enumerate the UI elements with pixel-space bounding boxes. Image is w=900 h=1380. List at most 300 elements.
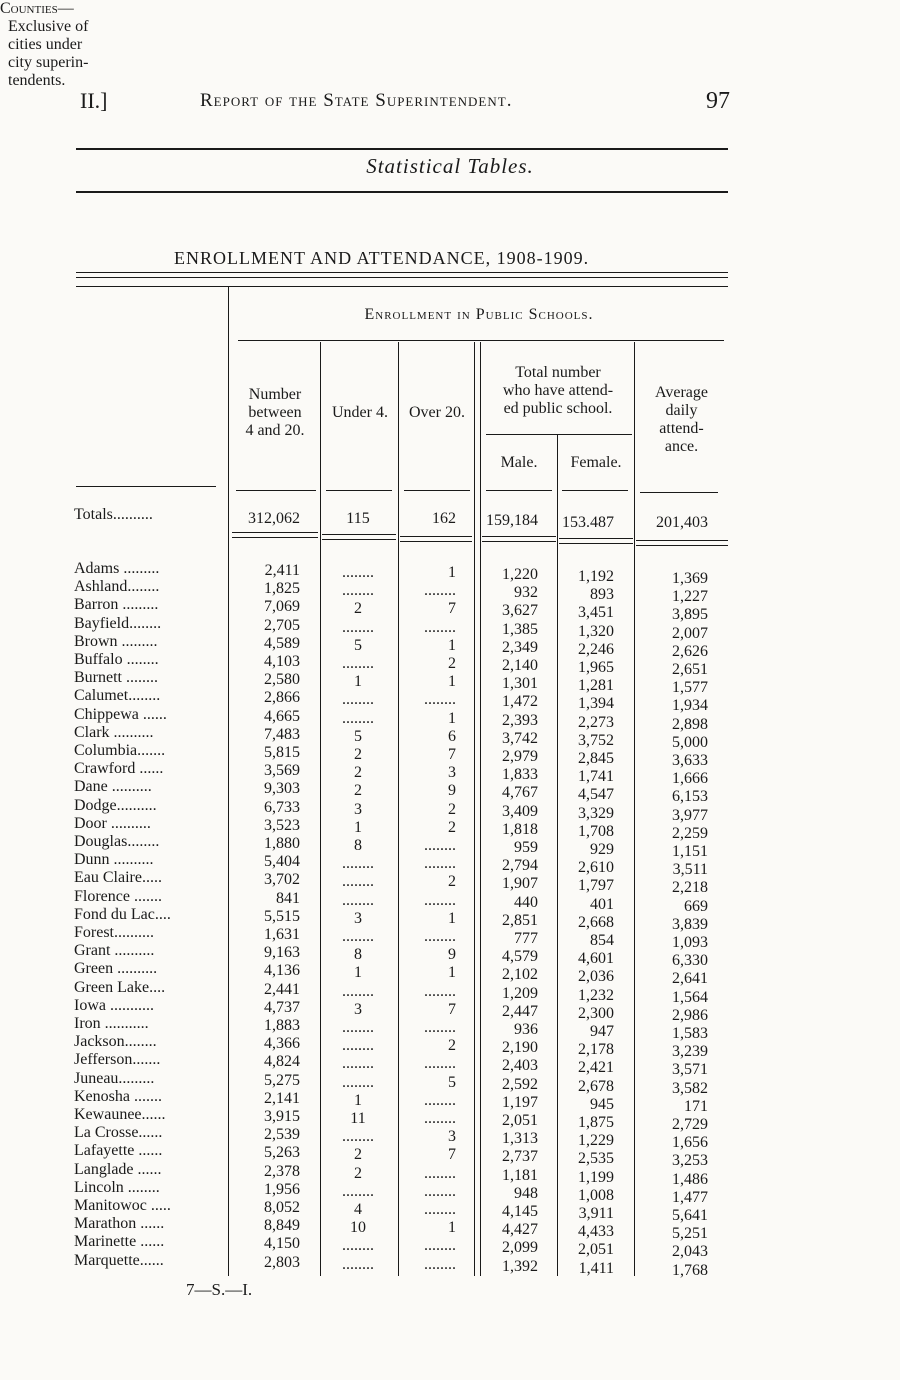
row-between: 7,069: [264, 598, 300, 615]
row-average: 3,571: [672, 1061, 708, 1078]
average-header-2: daily: [665, 402, 698, 419]
average-header-1: Average: [655, 384, 708, 401]
row-female: 4,601: [578, 950, 614, 967]
row-under4: ........: [342, 655, 374, 672]
row-over20: ........: [424, 1201, 456, 1218]
row-average: 1,093: [672, 934, 708, 951]
between-header-2: between: [248, 404, 302, 421]
row-between: 5,815: [264, 744, 300, 761]
row-female: 4,433: [578, 1223, 614, 1240]
row-over20: ........: [424, 837, 456, 854]
signature-mark: 7—S.—I.: [186, 1280, 253, 1299]
row-county: Dodge..........: [74, 797, 157, 814]
row-county: Juneau.........: [74, 1070, 155, 1087]
row-average: 6,330: [672, 952, 708, 969]
total-header-3: ed public school.: [503, 400, 613, 417]
row-over20: ........: [424, 1256, 456, 1273]
row-female: 2,300: [578, 1005, 614, 1022]
between-header-3: 4 and 20.: [245, 422, 305, 439]
row-over20: 7: [448, 600, 456, 617]
row-county: Manitowoc .....: [74, 1197, 171, 1214]
row-male: 440: [514, 894, 538, 911]
row-male: 1,209: [502, 985, 538, 1002]
row-over20: 1: [448, 637, 456, 654]
part-number: II.]: [80, 88, 108, 113]
row-between: 2,441: [264, 981, 300, 998]
row-average: 2,218: [672, 879, 708, 896]
row-over20: 2: [448, 655, 456, 672]
row-under4: ........: [342, 619, 374, 636]
row-county: Jackson........: [74, 1033, 157, 1050]
row-between: 2,803: [264, 1254, 300, 1271]
row-male: 2,737: [502, 1148, 538, 1165]
row-over20: 1: [448, 710, 456, 727]
page-number: 97: [706, 88, 730, 114]
row-female: 1,411: [578, 1260, 614, 1277]
row-county: Door ..........: [74, 815, 151, 832]
row-between: 1,631: [264, 926, 300, 943]
row-female: 945: [590, 1096, 614, 1113]
row-female: 3,911: [578, 1205, 614, 1222]
row-average: 1,583: [672, 1025, 708, 1042]
row-average: 2,898: [672, 716, 708, 733]
row-average: 1,227: [672, 588, 708, 605]
totals-rule-1: [232, 532, 318, 538]
row-between: 2,866: [264, 689, 300, 706]
row-county: Burnett ........: [74, 669, 158, 686]
row-county: Eau Claire.....: [74, 869, 162, 886]
row-male: 2,979: [502, 748, 538, 765]
row-male: 1,197: [502, 1094, 538, 1111]
totals-rule-4: [482, 536, 556, 542]
row-under4: 2: [354, 764, 362, 781]
col-divider-2: [320, 342, 321, 1276]
row-male: 2,051: [502, 1112, 538, 1129]
row-over20: 1: [448, 964, 456, 981]
header-bottom-rule-c: [326, 490, 392, 491]
row-female: 401: [590, 896, 614, 913]
row-county: Dunn ..........: [74, 851, 154, 868]
totals-male: 159,184: [486, 512, 538, 529]
counties-sub-1: Exclusive of: [8, 18, 89, 35]
row-female: 2,421: [578, 1059, 614, 1076]
row-over20: 1: [448, 564, 456, 581]
row-over20: 7: [448, 1146, 456, 1163]
row-average: 669: [684, 898, 708, 915]
totals-under4: 115: [346, 510, 370, 527]
row-between: 9,163: [264, 944, 300, 961]
col-divider-5: [557, 434, 558, 1276]
row-between: 2,705: [264, 617, 300, 634]
row-male: 1,220: [502, 566, 538, 583]
row-over20: 7: [448, 746, 456, 763]
row-male: 4,579: [502, 948, 538, 965]
row-male: 3,742: [502, 730, 538, 747]
row-over20: ........: [424, 1055, 456, 1072]
row-over20: ........: [424, 892, 456, 909]
row-under4: 2: [354, 600, 362, 617]
row-female: 2,051: [578, 1241, 614, 1258]
row-between: 4,824: [264, 1053, 300, 1070]
row-female: 1,394: [578, 695, 614, 712]
row-male: 1,313: [502, 1130, 538, 1147]
group-rule: [238, 340, 724, 341]
row-average: 1,656: [672, 1134, 708, 1151]
row-over20: 2: [448, 873, 456, 890]
row-under4: ........: [342, 892, 374, 909]
row-county: Calumet........: [74, 687, 161, 704]
row-between: 4,150: [264, 1235, 300, 1252]
row-male: 2,794: [502, 857, 538, 874]
row-male: 2,349: [502, 639, 538, 656]
row-over20: ........: [424, 582, 456, 599]
totals-rule-5: [559, 538, 633, 544]
header-bottom-rule-b: [236, 490, 316, 491]
row-under4: 3: [354, 910, 362, 927]
row-between: 4,366: [264, 1035, 300, 1052]
row-county: Fond du Lac....: [74, 906, 171, 923]
header-bottom-rule-d: [404, 490, 470, 491]
header-rule: [76, 148, 728, 150]
row-under4: 1: [354, 673, 362, 690]
row-male: 2,851: [502, 912, 538, 929]
row-male: 3,409: [502, 803, 538, 820]
row-female: 2,668: [578, 914, 614, 931]
row-between: 5,404: [264, 853, 300, 870]
report-title: Report of the State Superintendent.: [200, 90, 513, 111]
row-under4: ........: [342, 691, 374, 708]
row-female: 1,008: [578, 1187, 614, 1204]
totals-between: 312,062: [248, 510, 300, 527]
row-county: La Crosse......: [74, 1124, 163, 1141]
between-header: [230, 386, 320, 440]
row-county: Lincoln ........: [74, 1179, 160, 1196]
row-average: 2,626: [672, 643, 708, 660]
row-county: Florence .......: [74, 888, 162, 905]
row-female: 893: [590, 586, 614, 603]
row-between: 1,825: [264, 580, 300, 597]
row-under4: ........: [342, 1019, 374, 1036]
section-subtitle: Statistical Tables.: [366, 154, 534, 178]
row-between: 841: [276, 890, 300, 907]
row-county: Marquette......: [74, 1252, 164, 1269]
row-under4: ........: [342, 1183, 374, 1200]
row-under4: ........: [342, 1237, 374, 1254]
header-bottom-rule-g: [640, 492, 718, 493]
header-bottom-rule-a: [76, 486, 216, 487]
row-over20: ........: [424, 1092, 456, 1109]
row-over20: 1: [448, 1219, 456, 1236]
row-over20: 2: [448, 801, 456, 818]
row-under4: ........: [342, 1256, 374, 1273]
row-under4: 11: [350, 1110, 366, 1127]
row-female: 1,232: [578, 987, 614, 1004]
row-female: 2,845: [578, 750, 614, 767]
row-average: 1,151: [672, 843, 708, 860]
row-female: 1,199: [578, 1169, 614, 1186]
row-average: 3,239: [672, 1043, 708, 1060]
row-average: 1,666: [672, 770, 708, 787]
row-under4: 3: [354, 801, 362, 818]
row-between: 8,849: [264, 1217, 300, 1234]
row-county: Crawford ......: [74, 760, 164, 777]
row-male: 2,592: [502, 1076, 538, 1093]
row-between: 4,136: [264, 962, 300, 979]
col-divider-3: [398, 342, 399, 1276]
row-male: 2,140: [502, 657, 538, 674]
table-top-rule-2: [76, 286, 728, 287]
row-average: 171: [684, 1098, 708, 1115]
row-male: 936: [514, 1021, 538, 1038]
row-average: 3,511: [672, 861, 708, 878]
row-over20: ........: [424, 855, 456, 872]
row-male: 1,472: [502, 693, 538, 710]
total-header-2: who have attend-: [502, 382, 614, 399]
counties-sub-2: cities under: [8, 36, 83, 53]
row-average: 2,007: [672, 625, 708, 642]
row-between: 3,523: [264, 817, 300, 834]
row-under4: ........: [342, 1055, 374, 1072]
row-over20: ........: [424, 1237, 456, 1254]
row-average: 5,000: [672, 734, 708, 751]
row-between: 2,378: [264, 1163, 300, 1180]
row-between: 6,733: [264, 799, 300, 816]
group-header: Enrollment in Public Schools.: [364, 306, 594, 323]
counties-header: [0, 0, 900, 90]
row-average: 2,043: [672, 1243, 708, 1260]
row-over20: 9: [448, 782, 456, 799]
row-female: 1,281: [578, 677, 614, 694]
row-male: 1,833: [502, 766, 538, 783]
row-between: 4,737: [264, 999, 300, 1016]
row-female: 2,246: [578, 641, 614, 658]
row-female: 1,708: [578, 823, 614, 840]
average-header: [635, 384, 728, 456]
row-female: 1,875: [578, 1114, 614, 1131]
row-average: 1,486: [672, 1171, 708, 1188]
row-over20: ........: [424, 928, 456, 945]
row-county: Iowa ...........: [74, 997, 154, 1014]
row-between: 5,275: [264, 1072, 300, 1089]
row-county: Bayfield........: [74, 615, 162, 632]
row-female: 2,678: [578, 1078, 614, 1095]
row-under4: ........: [342, 1128, 374, 1145]
row-average: 3,977: [672, 807, 708, 824]
totals-female: 153.487: [562, 514, 614, 531]
col-divider-1: [228, 286, 229, 1276]
row-between: 1,880: [264, 835, 300, 852]
row-under4: 5: [354, 637, 362, 654]
col-divider-6: [634, 342, 635, 1276]
row-over20: 7: [448, 1001, 456, 1018]
row-female: 4,547: [578, 786, 614, 803]
row-male: 4,767: [502, 784, 538, 801]
row-average: 1,577: [672, 679, 708, 696]
row-under4: 4: [354, 1201, 362, 1218]
subtitle-rule: [76, 191, 728, 193]
totals-average: 201,403: [656, 514, 708, 531]
row-male: 1,301: [502, 675, 538, 692]
row-under4: ........: [342, 928, 374, 945]
totals-rule-2: [322, 534, 396, 540]
row-female: 3,451: [578, 604, 614, 621]
row-under4: 2: [354, 1165, 362, 1182]
row-female: 3,752: [578, 732, 614, 749]
row-female: 1,965: [578, 659, 614, 676]
row-county: Langlade ......: [74, 1161, 162, 1178]
row-female: 2,273: [578, 714, 614, 731]
row-male: 2,190: [502, 1039, 538, 1056]
row-county: Marinette ......: [74, 1233, 165, 1250]
row-female: 1,797: [578, 877, 614, 894]
row-under4: 8: [354, 946, 362, 963]
row-between: 3,915: [264, 1108, 300, 1125]
row-male: 3,627: [502, 602, 538, 619]
row-male: 959: [514, 839, 538, 856]
row-county: Clark ..........: [74, 724, 154, 741]
counties-label: Counties—: [0, 0, 74, 17]
row-between: 2,141: [264, 1090, 300, 1107]
row-over20: 2: [448, 1037, 456, 1054]
total-header: [481, 364, 635, 418]
row-county: Ashland........: [74, 578, 160, 595]
row-average: 2,641: [672, 970, 708, 987]
row-under4: 10: [350, 1219, 366, 1236]
row-under4: ........: [342, 855, 374, 872]
row-under4: ........: [342, 1037, 374, 1054]
row-county: Buffalo ........: [74, 651, 159, 668]
counties-sub-3: city superin-: [8, 54, 89, 71]
row-county: Adams .........: [74, 560, 160, 577]
totals-rule-6: [636, 540, 728, 546]
under4-header: Under 4.: [332, 404, 388, 421]
row-between: 3,702: [264, 871, 300, 888]
row-under4: ........: [342, 873, 374, 890]
row-county: Barron .........: [74, 596, 159, 613]
row-between: 1,956: [264, 1181, 300, 1198]
row-under4: 1: [354, 964, 362, 981]
row-male: 1,392: [502, 1258, 538, 1275]
row-average: 3,895: [672, 606, 708, 623]
row-female: 1,320: [578, 623, 614, 640]
row-under4: 2: [354, 1146, 362, 1163]
row-between: 3,569: [264, 762, 300, 779]
row-average: 2,986: [672, 1007, 708, 1024]
row-average: 1,934: [672, 697, 708, 714]
row-female: 3,329: [578, 805, 614, 822]
row-female: 2,535: [578, 1150, 614, 1167]
row-over20: 1: [448, 910, 456, 927]
row-average: 2,729: [672, 1116, 708, 1133]
row-between: 5,515: [264, 908, 300, 925]
row-county: Kenosha .......: [74, 1088, 162, 1105]
totals-label: Totals..........: [74, 506, 153, 523]
row-under4: 2: [354, 746, 362, 763]
row-county: Dane ..........: [74, 778, 152, 795]
totals-rule-3: [400, 536, 472, 542]
row-male: 4,427: [502, 1221, 538, 1238]
row-female: 854: [590, 932, 614, 949]
row-over20: 5: [448, 1074, 456, 1091]
row-under4: 1: [354, 1092, 362, 1109]
row-between: 9,303: [264, 780, 300, 797]
row-county: Grant ..........: [74, 942, 155, 959]
row-over20: 1: [448, 673, 456, 690]
row-male: 932: [514, 584, 538, 601]
row-county: Marathon ......: [74, 1215, 165, 1232]
female-header: Female.: [570, 454, 622, 471]
row-male: 2,099: [502, 1239, 538, 1256]
row-average: 2,651: [672, 661, 708, 678]
row-average: 2,259: [672, 825, 708, 842]
row-under4: 1: [354, 819, 362, 836]
row-female: 1,229: [578, 1132, 614, 1149]
row-county: Iron ...........: [74, 1015, 149, 1032]
row-under4: ........: [342, 1074, 374, 1091]
row-male: 777: [514, 930, 538, 947]
row-county: Green Lake....: [74, 979, 166, 996]
row-male: 948: [514, 1185, 538, 1202]
row-between: 7,483: [264, 726, 300, 743]
row-male: 1,907: [502, 875, 538, 892]
col-divider-4b: [480, 342, 481, 1276]
over20-header: Over 20.: [409, 404, 465, 421]
total-subrule: [486, 434, 632, 435]
totals-over20: 162: [432, 510, 456, 527]
row-over20: ........: [424, 1165, 456, 1182]
row-male: 2,447: [502, 1003, 538, 1020]
row-male: 2,393: [502, 712, 538, 729]
row-over20: ........: [424, 1110, 456, 1127]
row-county: Green ..........: [74, 960, 158, 977]
row-under4: 3: [354, 1001, 362, 1018]
row-between: 1,883: [264, 1017, 300, 1034]
row-over20: ........: [424, 691, 456, 708]
row-average: 1,369: [672, 570, 708, 587]
row-county: Lafayette ......: [74, 1142, 163, 1159]
row-average: 1,564: [672, 989, 708, 1006]
row-average: 5,641: [672, 1207, 708, 1224]
row-over20: ........: [424, 1183, 456, 1200]
average-header-3: attend-: [659, 420, 704, 437]
row-female: 947: [590, 1023, 614, 1040]
row-between: 8,052: [264, 1199, 300, 1216]
row-between: 4,665: [264, 708, 300, 725]
row-female: 2,036: [578, 968, 614, 985]
row-male: 1,181: [502, 1167, 538, 1184]
row-over20: 3: [448, 764, 456, 781]
row-over20: ........: [424, 1019, 456, 1036]
row-under4: 2: [354, 782, 362, 799]
row-average: 1,477: [672, 1189, 708, 1206]
row-average: 3,582: [672, 1080, 708, 1097]
row-female: 1,192: [578, 568, 614, 585]
row-under4: 8: [354, 837, 362, 854]
row-male: 1,818: [502, 821, 538, 838]
average-header-4: ance.: [664, 438, 699, 455]
row-male: 1,385: [502, 621, 538, 638]
row-county: Chippewa ......: [74, 706, 167, 723]
table-top-rule: [76, 272, 728, 278]
between-header-1: Number: [248, 386, 302, 403]
row-over20: 6: [448, 728, 456, 745]
row-over20: 2: [448, 819, 456, 836]
row-average: 3,253: [672, 1152, 708, 1169]
row-between: 4,589: [264, 635, 300, 652]
row-average: 3,633: [672, 752, 708, 769]
row-average: 3,839: [672, 916, 708, 933]
row-county: Kewaunee......: [74, 1106, 166, 1123]
